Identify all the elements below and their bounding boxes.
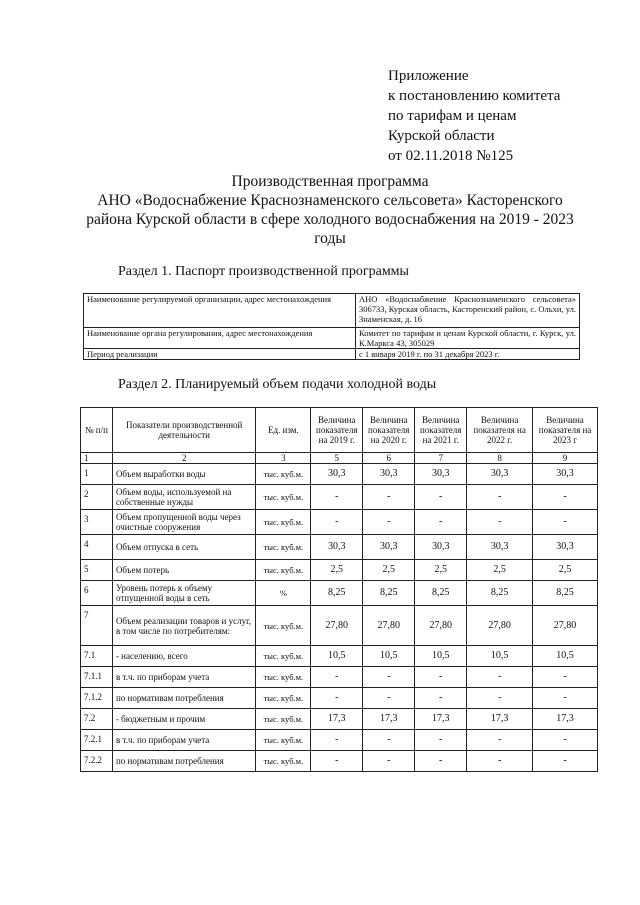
row-value: 2,5 xyxy=(363,560,415,581)
row-number: 6 xyxy=(81,581,113,606)
row-value: 30,3 xyxy=(415,464,467,485)
row-value: - xyxy=(415,667,467,688)
row-indicator: - населению, всего xyxy=(112,646,256,667)
table-row xyxy=(84,349,580,360)
title-line: Производственная программа xyxy=(231,173,429,190)
title-line: района Курской области в сфере холодного водоснабжения на 2019 - 2023 xyxy=(86,211,574,228)
row-number: 2 xyxy=(81,485,113,510)
row-number: 7.1.2 xyxy=(81,688,113,709)
passport-value: АНО «Водоснабжение Краснознаменского сельсовета» 306733, Курская область, Касторенский район, с. Ольхи, ул. Знаменская, д. 16 xyxy=(356,294,580,328)
row-value: 10,5 xyxy=(467,646,533,667)
row-unit: тыс. куб.м. xyxy=(256,560,311,581)
row-indicator: Объем отпуска в сеть xyxy=(112,535,256,560)
table-row xyxy=(81,646,598,667)
row-unit: % xyxy=(256,581,311,606)
row-value: - xyxy=(363,485,415,510)
row-value: 27,80 xyxy=(415,606,467,646)
table-row xyxy=(81,751,598,772)
row-indicator: в т.ч. по приборам учета xyxy=(112,667,256,688)
row-value: 8,25 xyxy=(363,581,415,606)
row-value: 2,5 xyxy=(467,560,533,581)
row-number: 7.1 xyxy=(81,646,113,667)
row-unit: тыс. куб.м. xyxy=(256,464,311,485)
row-indicator: Объем реализации товаров и услуг, в том числе по потребителям: xyxy=(112,606,256,646)
row-value: - xyxy=(415,730,467,751)
table-row xyxy=(81,688,598,709)
passport-label: Наименование органа регулирования, адрес местонахождения xyxy=(84,328,356,349)
row-number: 1 xyxy=(81,464,113,485)
row-number: 7.1.1 xyxy=(81,667,113,688)
row-value: - xyxy=(311,730,363,751)
table-row xyxy=(81,535,598,560)
header-2022: Величина показателя на 2022 г. xyxy=(467,408,533,453)
row-indicator: Объем пропущенной воды через очистные сооружения xyxy=(112,510,256,535)
table-row xyxy=(81,485,598,510)
row-value: 17,3 xyxy=(311,709,363,730)
row-value: - xyxy=(533,730,598,751)
row-value: - xyxy=(467,510,533,535)
table-row xyxy=(81,464,598,485)
row-value: 30,3 xyxy=(533,535,598,560)
row-value: 17,3 xyxy=(467,709,533,730)
table-body xyxy=(81,464,598,772)
row-value: 17,3 xyxy=(415,709,467,730)
row-value: 27,80 xyxy=(363,606,415,646)
row-value: 10,5 xyxy=(311,646,363,667)
row-value: - xyxy=(467,751,533,772)
row-value: 8,25 xyxy=(311,581,363,606)
row-number: 7.2.1 xyxy=(81,730,113,751)
appendix-line: по тарифам и ценам xyxy=(388,108,517,124)
row-unit: тыс. куб.м. xyxy=(256,606,311,646)
row-value: 30,3 xyxy=(415,535,467,560)
row-value: - xyxy=(467,667,533,688)
column-number: 1 xyxy=(81,453,113,464)
row-value: 30,3 xyxy=(467,464,533,485)
header-2023: Величина показателя на 2023 г xyxy=(533,408,598,453)
row-value: 30,3 xyxy=(363,535,415,560)
table-row xyxy=(81,581,598,606)
row-number: 7.2 xyxy=(81,709,113,730)
table-row xyxy=(81,606,598,646)
row-number: 3 xyxy=(81,510,113,535)
row-value: 30,3 xyxy=(311,535,363,560)
column-number: 3 xyxy=(256,453,311,464)
row-value: 30,3 xyxy=(467,535,533,560)
row-value: 8,25 xyxy=(415,581,467,606)
row-unit: тыс. куб.м. xyxy=(256,510,311,535)
table-row xyxy=(84,294,580,328)
passport-label: Наименование регулируемой организации, адрес местонахождения xyxy=(84,294,356,328)
column-number: 6 xyxy=(363,453,415,464)
passport-table xyxy=(83,293,580,360)
row-unit: тыс. куб.м. xyxy=(256,751,311,772)
row-value: 27,80 xyxy=(533,606,598,646)
row-value: - xyxy=(311,667,363,688)
row-value: 30,3 xyxy=(533,464,598,485)
row-value: - xyxy=(533,667,598,688)
row-value: - xyxy=(415,751,467,772)
passport-value: с 1 января 2019 г. по 31 декабря 2023 г. xyxy=(356,349,580,360)
title-line: АНО «Водоснабжение Краснознаменского сельсовета» Касторенского xyxy=(97,192,563,209)
row-unit: тыс. куб.м. xyxy=(256,730,311,751)
row-indicator: по нормативам потребления xyxy=(112,751,256,772)
table-row xyxy=(81,560,598,581)
row-value: - xyxy=(363,688,415,709)
column-number: 9 xyxy=(533,453,598,464)
row-indicator: Объем потерь xyxy=(112,560,256,581)
row-value: - xyxy=(533,485,598,510)
row-value: 27,80 xyxy=(467,606,533,646)
row-value: - xyxy=(467,485,533,510)
table-row xyxy=(81,730,598,751)
row-unit: тыс. куб.м. xyxy=(256,535,311,560)
row-value: - xyxy=(363,667,415,688)
appendix-line: к постановлению комитета xyxy=(388,88,561,104)
table-row xyxy=(81,510,598,535)
section1-heading: Раздел 1. Паспорт производственной программы xyxy=(118,264,409,279)
row-value: 17,3 xyxy=(533,709,598,730)
appendix-line: Приложение xyxy=(388,68,469,84)
passport-label: Период реализации xyxy=(84,349,356,360)
row-value: - xyxy=(533,751,598,772)
row-value: 10,5 xyxy=(415,646,467,667)
header-2019: Величина показателя на 2019 г. xyxy=(311,408,363,453)
row-indicator: Объем воды, используемой на собственные нужды xyxy=(112,485,256,510)
row-value: 30,3 xyxy=(363,464,415,485)
row-indicator: Объем выработки воды xyxy=(112,464,256,485)
row-value: 27,80 xyxy=(311,606,363,646)
header-2021: Величина показателя на 2021 г. xyxy=(415,408,467,453)
column-number: 7 xyxy=(415,453,467,464)
row-number: 5 xyxy=(81,560,113,581)
row-unit: тыс. куб.м. xyxy=(256,667,311,688)
row-value: 8,25 xyxy=(467,581,533,606)
row-value: - xyxy=(415,510,467,535)
row-unit: тыс. куб.м. xyxy=(256,709,311,730)
header-row xyxy=(81,408,598,453)
row-value: - xyxy=(415,688,467,709)
section2-heading: Раздел 2. Планируемый объем подачи холодной воды xyxy=(118,377,437,392)
header-unit: Ед. изм. xyxy=(256,408,311,453)
title-line: годы xyxy=(314,230,346,247)
column-number: 8 xyxy=(467,453,533,464)
row-number: 7 xyxy=(81,606,113,646)
column-number-row xyxy=(81,453,598,464)
header-2020: Величина показателя на 2020 г. xyxy=(363,408,415,453)
row-value: 2,5 xyxy=(533,560,598,581)
row-value: 10,5 xyxy=(533,646,598,667)
row-value: - xyxy=(363,751,415,772)
column-number: 5 xyxy=(311,453,363,464)
row-indicator: Уровень потерь к объему отпущенной воды в сеть xyxy=(112,581,256,606)
row-number: 7.2.2 xyxy=(81,751,113,772)
column-number: 2 xyxy=(112,453,256,464)
header-num: № п/п xyxy=(81,408,113,453)
row-value: 8,25 xyxy=(533,581,598,606)
passport-value: Комитет по тарифам и ценам Курской области, г. Курск, ул. К.Маркса 43, 305029 xyxy=(356,328,580,349)
row-indicator: по нормативам потребления xyxy=(112,688,256,709)
water-volume-table xyxy=(80,407,598,772)
appendix-note xyxy=(388,66,560,166)
row-value: 30,3 xyxy=(311,464,363,485)
row-unit: тыс. куб.м. xyxy=(256,485,311,510)
row-value: - xyxy=(363,510,415,535)
row-value: - xyxy=(311,510,363,535)
row-value: 2,5 xyxy=(311,560,363,581)
row-unit: тыс. куб.м. xyxy=(256,688,311,709)
row-indicator: - бюджетным и прочим xyxy=(112,709,256,730)
row-value: - xyxy=(467,688,533,709)
row-indicator: в т.ч. по приборам учета xyxy=(112,730,256,751)
row-value: - xyxy=(363,730,415,751)
row-value: - xyxy=(533,510,598,535)
row-value: - xyxy=(533,688,598,709)
row-value: - xyxy=(311,751,363,772)
row-value: 10,5 xyxy=(363,646,415,667)
appendix-line: от 02.11.2018 №125 xyxy=(388,148,514,164)
row-number: 4 xyxy=(81,535,113,560)
table-row xyxy=(84,328,580,349)
row-value: - xyxy=(467,730,533,751)
appendix-line: Курской области xyxy=(388,128,495,144)
table-row xyxy=(81,709,598,730)
table-row xyxy=(81,667,598,688)
row-value: - xyxy=(311,485,363,510)
row-value: 17,3 xyxy=(363,709,415,730)
header-indicator: Показатели производственной деятельности xyxy=(112,408,256,453)
row-unit: тыс. куб.м. xyxy=(256,646,311,667)
row-value: - xyxy=(415,485,467,510)
document-title xyxy=(60,172,600,248)
row-value: - xyxy=(311,688,363,709)
row-value: 2,5 xyxy=(415,560,467,581)
